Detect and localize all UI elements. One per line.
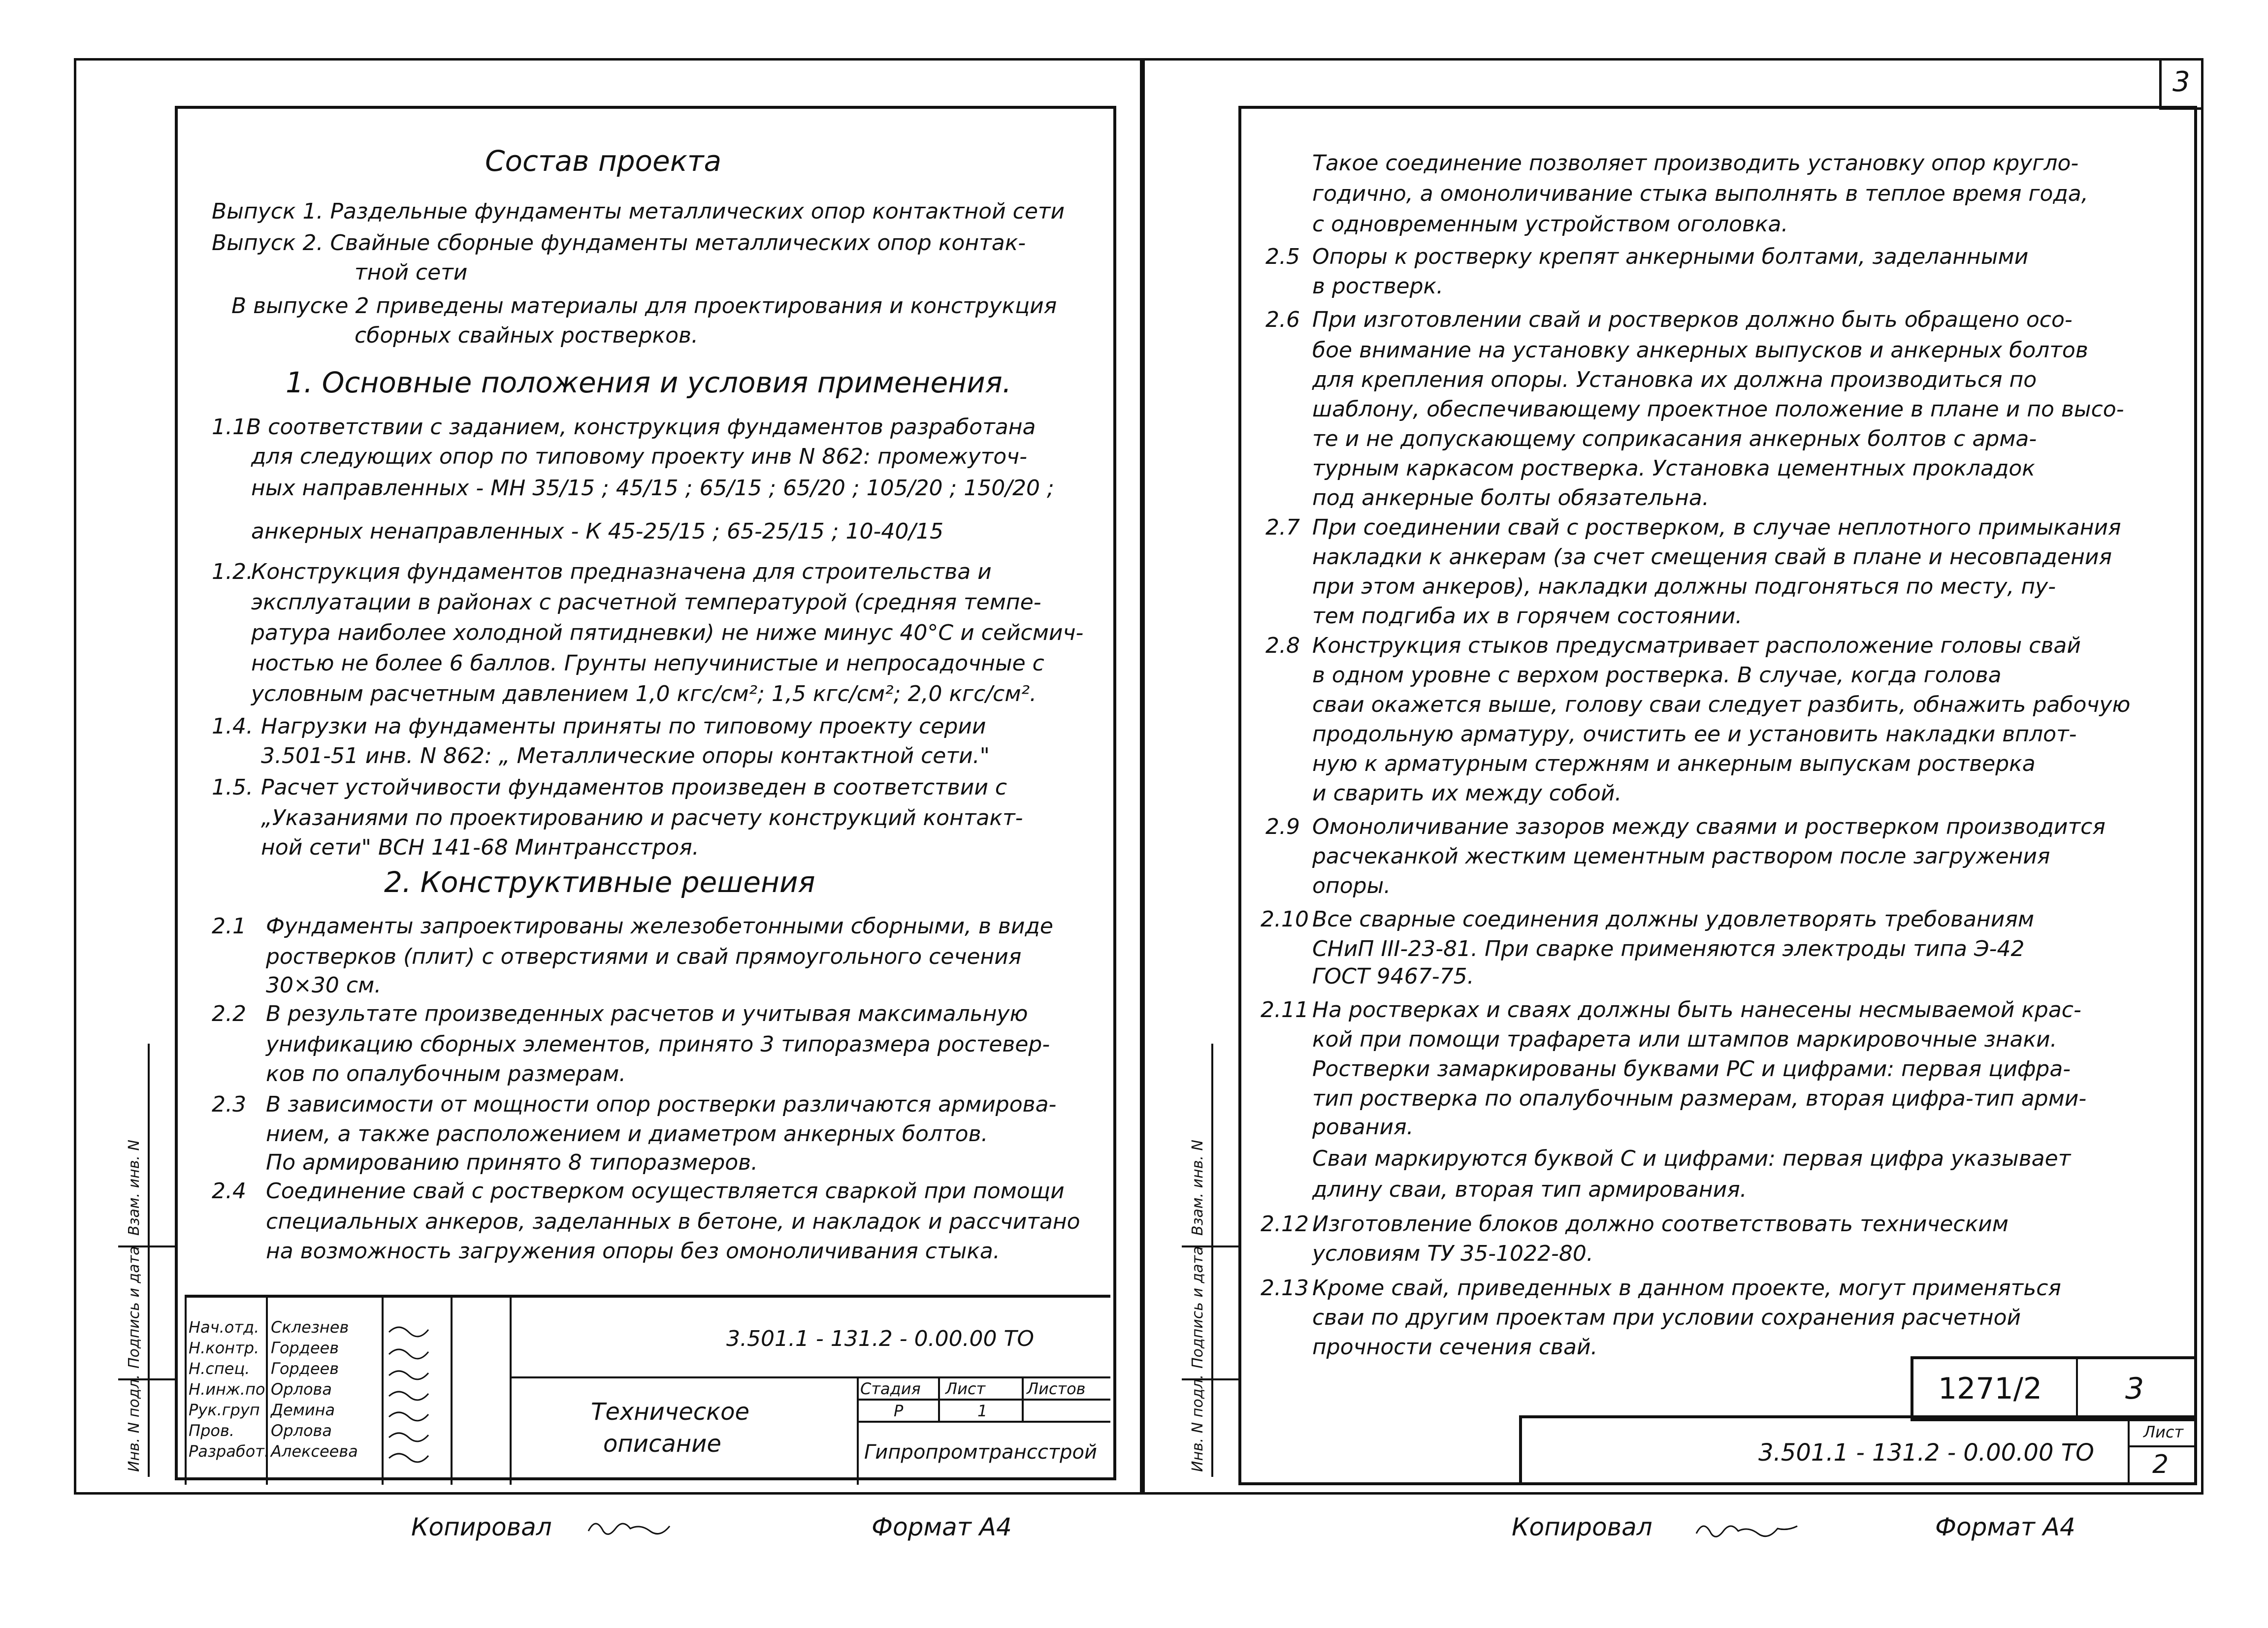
p21-line-b: ростверков (плит) с отверстиями и свай прямоугольного сечения bbox=[266, 944, 1022, 969]
tb-name-6: Алексеева bbox=[271, 1442, 358, 1461]
p28-line-e: ную к арматурным стержням и анкерным выпускам ростверка bbox=[1312, 751, 2036, 776]
p27-line-b: накладки к анкерам (за счет смещения свай в плане и несовпадения bbox=[1312, 544, 2112, 570]
p15-num: 1.5. bbox=[212, 775, 253, 800]
p211-line-c: Ростверки замаркированы буквами РС и цифрами: первая цифра- bbox=[1312, 1056, 2071, 1082]
right-code-box bbox=[1519, 1415, 2194, 1482]
tb-name-1: Гордеев bbox=[271, 1339, 339, 1357]
p26-line-b: бое внимание на установку анкерных выпусков и анкерных болтов bbox=[1312, 338, 2088, 363]
left-strip-line bbox=[148, 1044, 150, 1477]
p29-line-c: опоры. bbox=[1312, 873, 1391, 898]
p211-line-b: кой при помощи трафарета или штампов маркировочные знаки. bbox=[1312, 1027, 2057, 1052]
p27-line-d: тем подгиба их в горячем состоянии. bbox=[1312, 604, 1743, 629]
p28-line-f: и сварить их между собой. bbox=[1312, 781, 1622, 806]
left-title-block bbox=[185, 1295, 1110, 1485]
p26-num: 2.6 bbox=[1265, 307, 1300, 332]
p211-line-f: Сваи маркируются буквой С и цифрами: первая цифра указывает bbox=[1312, 1146, 2071, 1171]
tb-name-3: Орлова bbox=[271, 1380, 332, 1399]
right-format-label: Формат А4 bbox=[1935, 1513, 2075, 1541]
right-copied-signature bbox=[1694, 1514, 1802, 1543]
left-issue2-note-a: В выпуске 2 приведены материалы для проектирования и конструкция bbox=[231, 293, 1057, 319]
p210-num: 2.10 bbox=[1261, 907, 1309, 932]
r-intro-b: годично, а омоноличивание стыка выполнять в теплое время года, bbox=[1312, 181, 2088, 206]
p21-num: 2.1 bbox=[212, 914, 246, 939]
p12-line-a: Конструкция фундаментов предназначена для строительства и bbox=[251, 559, 992, 584]
tb-role-1: Н.контр. bbox=[189, 1339, 259, 1357]
left-copied-label: Копировал bbox=[411, 1513, 552, 1541]
p213-line-a: Кроме свай, приведенных в данном проекте, могут применяться bbox=[1312, 1276, 2061, 1301]
p12-line-d: ностью не более 6 баллов. Грунты непучинистые и непросадочные с bbox=[251, 651, 1044, 676]
right-side-label-replace: Взам. инв. N bbox=[1189, 1140, 1206, 1236]
tb-code: 3.501.1 - 131.2 - 0.00.00 ТО bbox=[726, 1326, 1035, 1351]
tb-div-r2 bbox=[1022, 1376, 1024, 1421]
p210-line-a: Все сварные соединения должны удовлетворять требованиям bbox=[1312, 907, 2035, 932]
album-page: 3 bbox=[2125, 1372, 2144, 1406]
tb-role-4: Рук.груп bbox=[189, 1401, 260, 1419]
tb-role-5: Пров. bbox=[189, 1421, 234, 1440]
p25-line-a: Опоры к ростверку крепят анкерными болтами, заделанными bbox=[1312, 244, 2029, 269]
p28-line-b: в одном уровне с верхом ростверка. В случае, когда голова bbox=[1312, 663, 2002, 688]
p26-line-e: те и не допускающему соприкасания анкерных болтов с арма- bbox=[1312, 426, 2037, 451]
right-sheet-divider bbox=[2128, 1418, 2130, 1482]
tb-h-right2 bbox=[857, 1421, 1110, 1423]
p212-num: 2.12 bbox=[1261, 1212, 1309, 1237]
p25-line-b: в ростверк. bbox=[1312, 274, 1444, 299]
tb-role-0: Нач.отд. bbox=[189, 1318, 259, 1337]
p26-line-f: турным каркасом ростверка. Установка цементных прокладок bbox=[1312, 456, 2035, 481]
left-section1-heading: 1. Основные положения и условия применения. bbox=[286, 366, 1012, 399]
tb-h-right1 bbox=[857, 1399, 1110, 1401]
p22-line-a: В результате произведенных расчетов и учитывая максимальную bbox=[266, 1001, 1028, 1026]
p210-line-b: СНиП III-23-81. При сварке применяются электроды типа Э-42 bbox=[1312, 936, 2025, 961]
tb-div-4 bbox=[451, 1298, 453, 1485]
p11-line-a: В соответствии с заданием, конструкция фундаментов разработана bbox=[246, 415, 1036, 440]
p28-line-a: Конструкция стыков предусматривает расположение головы свай bbox=[1312, 633, 2081, 658]
left-section2-heading: 2. Конструктивные решения bbox=[384, 865, 815, 899]
p212-line-a: Изготовление блоков должно соответствовать техническим bbox=[1312, 1212, 2009, 1237]
p211-line-a: На ростверках и сваях должны быть нанесены несмываемой крас- bbox=[1312, 997, 2081, 1022]
p12-line-c: ратура наиболее холодной пятидневки) не ниже минус 40°С и сейсмич- bbox=[251, 620, 1084, 645]
p26-line-a: При изготовлении свай и ростверков должно быть обращено осо- bbox=[1312, 307, 2073, 332]
tb-div-r1 bbox=[938, 1376, 940, 1421]
p21-line-c: 30×30 см. bbox=[266, 973, 382, 998]
tb-col-sheets: Листов bbox=[1027, 1379, 1086, 1398]
p24-line-b: специальных анкеров, заделанных в бетоне, и накладок и рассчитано bbox=[266, 1209, 1080, 1234]
left-issue2-a: Выпуск 2. Свайные сборные фундаменты металлических опор контак- bbox=[212, 230, 1026, 255]
p29-line-a: Омоноличивание зазоров между сваями и ростверком производится bbox=[1312, 814, 2106, 839]
p28-num: 2.8 bbox=[1265, 633, 1300, 658]
p24-num: 2.4 bbox=[212, 1179, 246, 1204]
left-title: Состав проекта bbox=[485, 144, 722, 178]
tb-div-6 bbox=[857, 1376, 859, 1485]
p211-line-e: рования. bbox=[1312, 1115, 1414, 1140]
right-sheet-hline bbox=[2128, 1445, 2194, 1447]
p27-num: 2.7 bbox=[1265, 515, 1300, 540]
tb-val-stage: Р bbox=[894, 1402, 904, 1420]
p213-line-b: сваи по другим проектам при условии сохранения расчетной bbox=[1312, 1305, 2021, 1330]
tb-name-4: Демина bbox=[271, 1401, 335, 1419]
p11-line-b: для следующих опор по типовому проекту инв N 862: промежуточ- bbox=[251, 444, 1028, 469]
p14-num: 1.4. bbox=[212, 714, 253, 739]
tb-doc-title-a: Техническое bbox=[591, 1398, 750, 1426]
p211-line-g: длину сваи, вторая тип армирования. bbox=[1312, 1177, 1747, 1202]
left-issue2-b: тной сети bbox=[355, 260, 468, 285]
left-side-label-inv: Инв. N подл. bbox=[126, 1374, 143, 1472]
tb-role-3: Н.инж.по bbox=[189, 1380, 265, 1399]
tb-role-6: Разработ. bbox=[189, 1442, 269, 1461]
right-strip-line bbox=[1211, 1044, 1213, 1477]
tb-name-0: Склезнев bbox=[271, 1318, 349, 1337]
p12-line-e: условным расчетным давлением 1,0 кгс/см²; 1,5 кгс/см²; 2,0 кгс/см². bbox=[251, 681, 1037, 706]
p22-line-b: унификацию сборных элементов, принято 3 типоразмера ростевер- bbox=[266, 1032, 1050, 1057]
p22-num: 2.2 bbox=[212, 1001, 246, 1026]
p29-line-b: расчеканкой жестким цементным раствором после загружения bbox=[1312, 844, 2050, 869]
p213-num: 2.13 bbox=[1261, 1276, 1309, 1301]
right-sheet-number: 2 bbox=[2152, 1450, 2169, 1479]
p25-num: 2.5 bbox=[1265, 244, 1300, 269]
p23-line-a: В зависимости от мощности опор ростверки различаются армирова- bbox=[266, 1092, 1057, 1117]
p28-line-c: сваи окажется выше, голову сваи следует разбить, обнажить рабочую bbox=[1312, 692, 2131, 717]
tb-role-2: Н.спец. bbox=[189, 1359, 250, 1378]
p26-line-g: под анкерные болты обязательна. bbox=[1312, 485, 1709, 511]
p15-line-a: Расчет устойчивости фундаментов произведен в соответствии с bbox=[261, 775, 1007, 800]
p15-line-b: „Указаниями по проектированию и расчету конструкций контакт- bbox=[261, 805, 1023, 830]
left-side-label-replace: Взам. инв. N bbox=[126, 1140, 143, 1236]
left-issue1: Выпуск 1. Раздельные фундаменты металлических опор контактной сети bbox=[212, 199, 1065, 224]
right-code: 3.501.1 - 131.2 - 0.00.00 ТО bbox=[1758, 1439, 2094, 1467]
p211-line-d: тип ростверка по опалубочным размерам, вторая цифра-тип арми- bbox=[1312, 1086, 2087, 1111]
corner-page-number: 3 bbox=[2172, 66, 2190, 98]
p11-num: 1.1. bbox=[212, 415, 253, 440]
p24-line-a: Соединение свай с ростверком осуществляется сваркой при помощи bbox=[266, 1179, 1065, 1204]
left-copied-signature bbox=[586, 1511, 684, 1541]
tb-div-5 bbox=[510, 1298, 512, 1485]
p26-line-d: шаблону, обеспечивающему проектное положение в плане и по высо- bbox=[1312, 397, 2124, 422]
r-intro-a: Такое соединение позволяет производить установку опор кругло- bbox=[1312, 151, 2079, 176]
tb-signatures bbox=[387, 1317, 446, 1465]
p14-line-a: Нагрузки на фундаменты приняты по типовому проекту серии bbox=[261, 714, 986, 739]
p27-line-a: При соединении свай с ростверком, в случае неплотного примыкания bbox=[1312, 515, 2121, 540]
tb-h-main bbox=[510, 1376, 1110, 1378]
p11-line-d: анкерных ненаправленных - К 45-25/15 ; 65-25/15 ; 10-40/15 bbox=[251, 519, 944, 544]
p24-line-c: на возможность загружения опоры без омоноличивания стыка. bbox=[266, 1239, 1000, 1264]
p21-line-a: Фундаменты запроектированы железобетонными сборными, в виде bbox=[266, 914, 1053, 939]
album-box-divider bbox=[2076, 1359, 2078, 1418]
p11-line-c: ных направленных - МН 35/15 ; 45/15 ; 65/15 ; 65/20 ; 105/20 ; 150/20 ; bbox=[251, 476, 1054, 501]
right-side-label-inv: Инв. N подл. bbox=[1189, 1374, 1206, 1472]
tb-name-5: Орлова bbox=[271, 1421, 332, 1440]
tb-val-sheet: 1 bbox=[977, 1402, 988, 1420]
tb-div-1 bbox=[185, 1298, 187, 1485]
p23-num: 2.3 bbox=[212, 1092, 246, 1117]
p213-line-c: прочности сечения свай. bbox=[1312, 1335, 1598, 1360]
p23-line-b: нием, а также расположением и диаметром анкерных болтов. bbox=[266, 1121, 988, 1147]
tb-org: Гипропромтрансстрой bbox=[864, 1441, 1097, 1464]
left-format-label: Формат А4 bbox=[872, 1513, 1012, 1541]
p12-num: 1.2. bbox=[212, 559, 253, 584]
corner-page-box bbox=[2159, 58, 2203, 110]
tb-col-sheet: Лист bbox=[945, 1379, 986, 1398]
p22-line-c: ков по опалубочным размерам. bbox=[266, 1061, 626, 1086]
right-album-box bbox=[1911, 1356, 2194, 1421]
tb-div-3 bbox=[382, 1298, 384, 1485]
p211-num: 2.11 bbox=[1261, 997, 1309, 1022]
tb-doc-title-b: описание bbox=[603, 1430, 721, 1458]
p210-line-c: ГОСТ 9467-75. bbox=[1312, 964, 1474, 989]
p12-line-b: эксплуатации в районах с расчетной температурой (средняя темпе- bbox=[251, 590, 1041, 615]
p29-num: 2.9 bbox=[1265, 814, 1300, 839]
right-side-label-sign: Подпись и дата bbox=[1189, 1246, 1206, 1369]
p27-line-c: при этом анкеров), накладки должны подгоняться по месту, пу- bbox=[1312, 574, 2056, 599]
tb-name-2: Гордеев bbox=[271, 1359, 339, 1378]
p23-line-c: По армированию принято 8 типоразмеров. bbox=[266, 1150, 758, 1175]
right-copied-label: Копировал bbox=[1512, 1513, 1652, 1541]
p212-line-b: условиям ТУ 35-1022-80. bbox=[1312, 1241, 1593, 1266]
left-side-label-sign: Подпись и дата bbox=[126, 1246, 143, 1369]
p14-line-b: 3.501-51 инв. N 862: „ Металлические опоры контактной сети." bbox=[261, 743, 990, 768]
p15-line-c: ной сети" ВСН 141-68 Минтрансстроя. bbox=[261, 835, 699, 860]
tb-col-stage: Стадия bbox=[860, 1379, 921, 1398]
album-number: 1271/2 bbox=[1938, 1372, 2042, 1406]
left-issue2-note-b: сборных свайных ростверков. bbox=[355, 323, 698, 348]
r-intro-c: с одновременным устройством оголовка. bbox=[1312, 212, 1788, 237]
right-sheet-label: Лист bbox=[2143, 1423, 2184, 1441]
p26-line-c: для крепления опоры. Установка их должна производиться по bbox=[1312, 367, 2037, 392]
p28-line-d: продольную арматуру, очистить ее и установить накладки вплот- bbox=[1312, 722, 2077, 747]
